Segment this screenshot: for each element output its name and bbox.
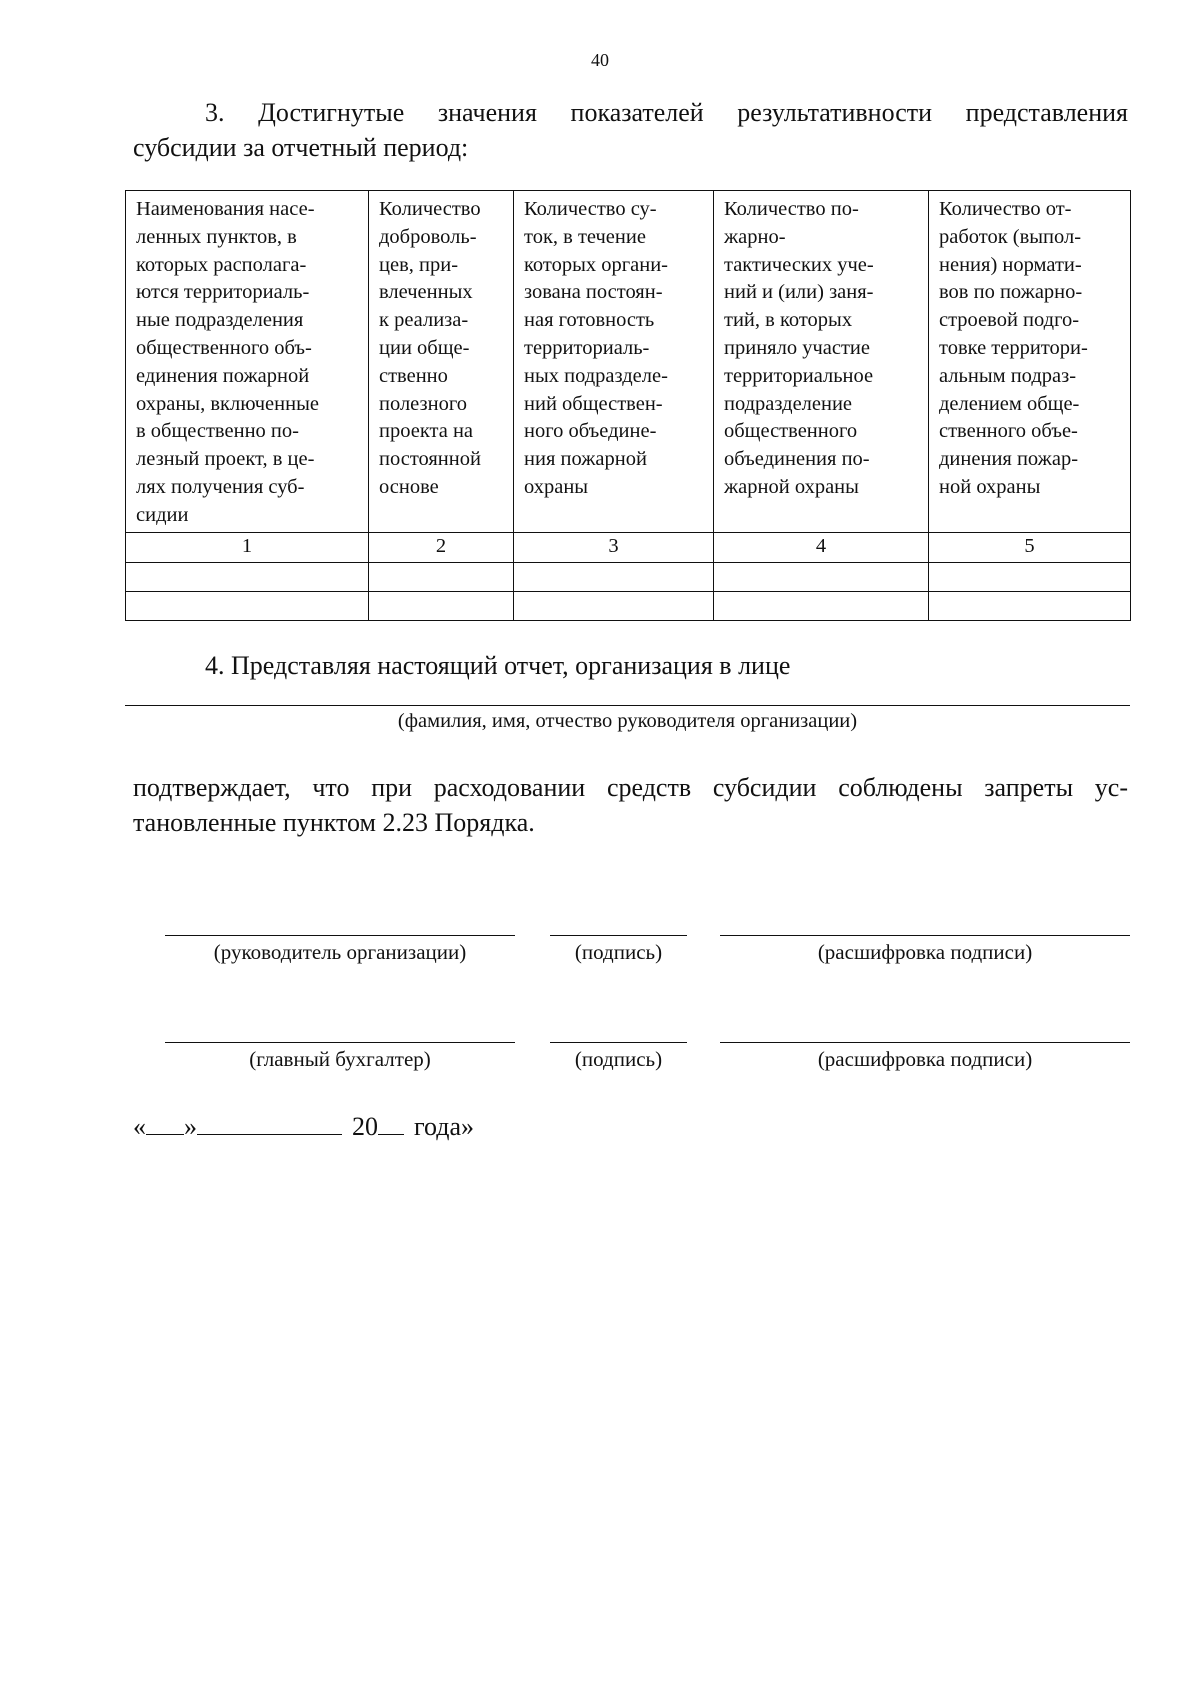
column-number: 5 bbox=[929, 532, 1131, 562]
section-4-text: 4. Представляя настоящий отчет, организация в лице bbox=[205, 651, 791, 680]
table-cell bbox=[929, 562, 1131, 591]
table-cell bbox=[514, 591, 714, 620]
table-header-row bbox=[126, 191, 1131, 533]
date-close-quote: » bbox=[184, 1112, 197, 1141]
table-cell bbox=[514, 562, 714, 591]
accountant-role-caption: (главный бухгалтер) bbox=[249, 1047, 431, 1071]
section-3-line-2: субсидии за отчетный период: bbox=[133, 133, 469, 162]
column-number: 3 bbox=[514, 532, 714, 562]
section-3-line-1: 3. Достигнутые значения показателей результативности представления bbox=[205, 98, 1128, 127]
accountant-role-line bbox=[165, 1042, 515, 1043]
confirm-paragraph bbox=[133, 770, 1128, 840]
page-number: 40 bbox=[591, 50, 609, 70]
date-year-prefix: 20 bbox=[352, 1112, 378, 1141]
head-decode-line bbox=[720, 935, 1130, 936]
table-row bbox=[126, 591, 1131, 620]
header-cell-exercises: Количество по- жарно- тактических уче- ний и (или) заня- тий, в которых приняло участие территориальное подразделение общественного объединения по- жарной охраны bbox=[714, 191, 929, 533]
column-number: 2 bbox=[369, 532, 514, 562]
date-suffix: года» bbox=[414, 1112, 475, 1141]
confirm-line-2: тановленные пунктом 2.23 Порядка. bbox=[133, 808, 535, 837]
header-cell-drills: Количество от- работок (выпол- нения) нормати- вов по пожарно- строевой подго- товке территори- альным подраз- делением обще- ственного объе- динения пожар- ной охраны bbox=[929, 191, 1131, 533]
table-cell bbox=[126, 562, 369, 591]
fio-underline bbox=[125, 705, 1130, 706]
table-cell bbox=[126, 591, 369, 620]
head-sign-line bbox=[550, 935, 687, 936]
column-number: 4 bbox=[714, 532, 929, 562]
table-cell bbox=[929, 591, 1131, 620]
column-number: 1 bbox=[126, 532, 369, 562]
date-line bbox=[133, 1110, 474, 1143]
table-cell bbox=[714, 591, 929, 620]
accountant-decode-line bbox=[720, 1042, 1130, 1043]
fio-caption: (фамилия, имя, отчество руководителя организации) bbox=[397, 710, 858, 732]
head-sign-caption: (подпись) bbox=[574, 940, 663, 964]
date-month-blank bbox=[197, 1110, 342, 1135]
table-number-row bbox=[126, 532, 1131, 562]
table-cell bbox=[369, 562, 514, 591]
head-role-caption: (руководитель организации) bbox=[213, 940, 467, 964]
header-cell-readiness-days: Количество су- ток, в течение которых органи- зована постоян- ная готовность территориаль- ных подразделе- ний обществен- ного объедине- ния пожарной охраны bbox=[514, 191, 714, 533]
accountant-sign-caption: (подпись) bbox=[574, 1047, 663, 1071]
header-cell-settlements: Наименования насе- ленных пунктов, в которых располага- ются территориаль- ные подразделения общественного объ- единения пожарной охраны, включенные в общественно по- лезный проект, в це- лях получения суб- сидии bbox=[126, 191, 369, 533]
date-open-quote: « bbox=[133, 1112, 146, 1141]
head-decode-caption: (расшифровка подписи) bbox=[817, 940, 1033, 964]
header-cell-volunteers: Количество доброволь- цев, при- влеченных к реализа- ции обще- ственно полезного проекта на постоянной основе bbox=[369, 191, 514, 533]
accountant-decode-caption: (расшифровка подписи) bbox=[817, 1047, 1033, 1071]
table-cell bbox=[369, 591, 514, 620]
date-day-blank bbox=[146, 1110, 184, 1135]
head-role-line bbox=[165, 935, 515, 936]
section-3-heading bbox=[133, 95, 1128, 165]
table-cell bbox=[714, 562, 929, 591]
accountant-sign-line bbox=[550, 1042, 687, 1043]
results-table bbox=[125, 190, 1131, 621]
table-row bbox=[126, 562, 1131, 591]
confirm-line-1: подтверждает, что при расходовании средств субсидии соблюдены запреты ус- bbox=[133, 773, 1128, 802]
date-year-blank bbox=[378, 1110, 404, 1135]
